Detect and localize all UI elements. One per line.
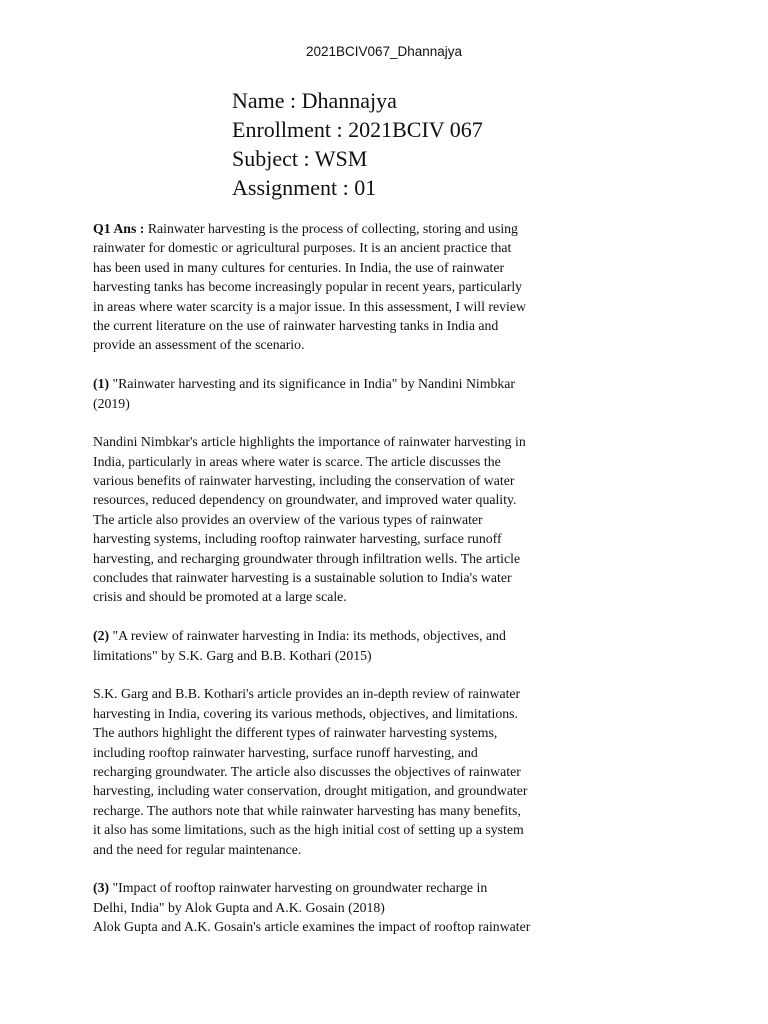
ref2-body-line: including rooftop rainwater harvesting, surface runoff harvesting, and: [93, 744, 478, 760]
ref2-body-line: and the need for regular maintenance.: [93, 841, 302, 857]
ref2-title: "A review of rainwater harvesting in India: its methods, objectives, and: [109, 628, 506, 644]
page-header-filename: 2021BCIV067_Dhannajya: [305, 44, 463, 59]
ref2-title-line: limitations" by S.K. Garg and B.B. Kothari (2015): [93, 647, 372, 663]
ref3-title: "Impact of rooftop rainwater harvesting on groundwater recharge in: [109, 880, 488, 896]
ref1-body-line: crisis and should be promoted at a large scale.: [93, 589, 347, 605]
subject: Subject : WSM: [232, 146, 368, 171]
ref2-number: (2): [93, 628, 110, 644]
ref3-title-line: [93, 878, 593, 897]
q1-line: the current literature on the use of rainwater harvesting tanks in India and: [93, 317, 499, 333]
answer-body: [93, 219, 593, 936]
ref2-body-line: recharge. The authors note that while rainwater harvesting has many benefits,: [93, 802, 521, 818]
ref1-body-line: harvesting, and recharging groundwater through infiltration wells. The article: [93, 550, 521, 566]
q1-line: harvesting tanks has become increasingly popular in recent years, particularly: [93, 279, 523, 295]
ref2-body-line: it also has some limitations, such as the high initial cost of setting up a system: [93, 822, 524, 838]
ref1-body-line: resources, reduced dependency on groundwater, and improved water quality.: [93, 492, 517, 508]
ref1-title-line: (2019): [93, 395, 130, 411]
q1-text: Rainwater harvesting is the process of collecting, storing and using: [144, 221, 518, 236]
q1-line: provide an assessment of the scenario.: [93, 337, 305, 353]
ref2-body-line: harvesting, including water conservation, drought mitigation, and groundwater: [93, 783, 528, 799]
q1-line: [93, 219, 593, 238]
ref1-body-line: India, particularly in areas where water is scarce. The article discusses the: [93, 453, 501, 469]
ref1-body-line: harvesting systems, including rooftop rainwater harvesting, surface runoff: [93, 531, 502, 547]
q1-line: in areas where water scarcity is a major issue. In this assessment, I will review: [93, 298, 526, 314]
ref3-number: (3): [93, 880, 110, 896]
assignment-number: Assignment : 01: [232, 175, 377, 200]
ref1-body-line: concludes that rainwater harvesting is a sustainable solution to India's water: [93, 570, 512, 586]
student-identity-block: [232, 86, 483, 202]
q1-label: Q1 Ans :: [93, 221, 145, 236]
ref2-body-line: S.K. Garg and B.B. Kothari's article provides an in-depth review of rainwater: [93, 686, 521, 702]
ref2-body-line: recharging groundwater. The article also discusses the objectives of rainwater: [93, 763, 521, 779]
ref1-title-line: [93, 374, 593, 393]
enrollment-number: Enrollment : 2021BCIV 067: [232, 117, 483, 142]
ref2-body-line: The authors highlight the different types of rainwater harvesting systems,: [93, 725, 498, 741]
ref1-number: (1): [93, 376, 110, 392]
ref3-title-line: Delhi, India" by Alok Gupta and A.K. Gosain (2018): [93, 899, 385, 915]
student-name: Name : Dhannajya: [232, 88, 397, 113]
ref1-body-line: The article also provides an overview of the various types of rainwater: [93, 511, 483, 527]
ref1-body-line: Nandini Nimbkar's article highlights the importance of rainwater harvesting in: [93, 434, 526, 450]
q1-line: rainwater for domestic or agricultural purposes. It is an ancient practice that: [93, 240, 512, 256]
ref1-body-line: various benefits of rainwater harvesting, including the conservation of water: [93, 473, 515, 489]
ref2-title-line: [93, 626, 593, 645]
q1-line: has been used in many cultures for centuries. In India, the use of rainwater: [93, 259, 505, 275]
ref2-body-line: harvesting in India, covering its various methods, objectives, and limitations.: [93, 705, 518, 721]
ref3-body-line: Alok Gupta and A.K. Gosain's article examines the impact of rooftop rainwater: [93, 919, 531, 935]
ref1-title: "Rainwater harvesting and its significance in India" by Nandini Nimbkar: [109, 376, 515, 392]
